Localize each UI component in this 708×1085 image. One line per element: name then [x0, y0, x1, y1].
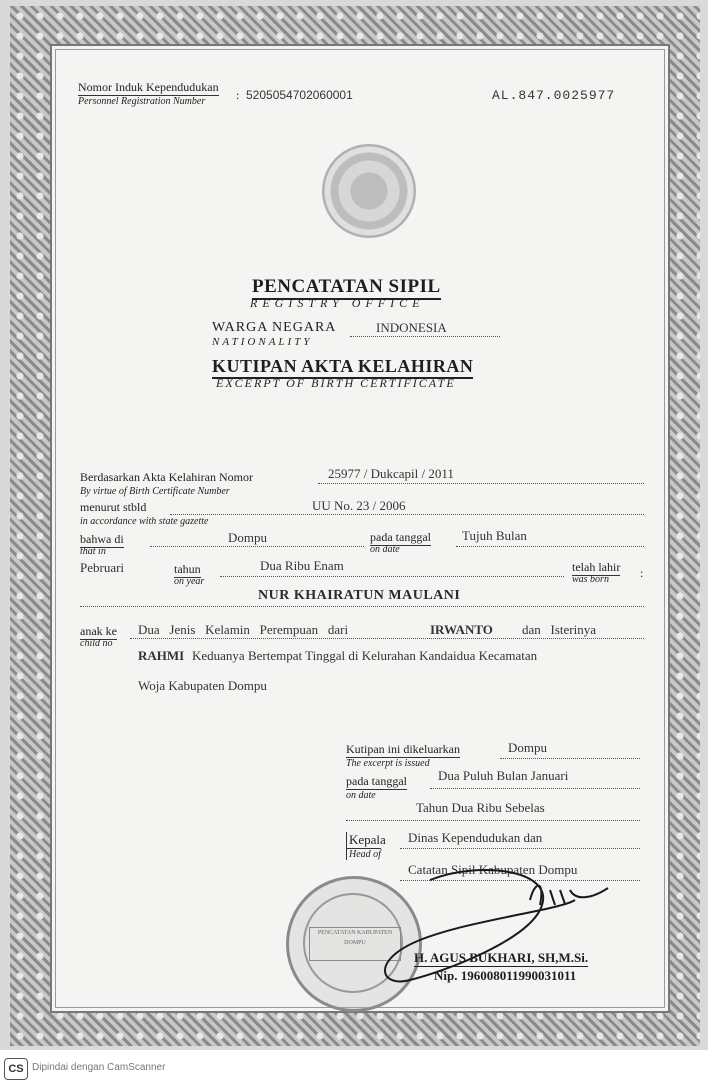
issue-year-value: Tahun Dua Ribu Sebelas — [416, 800, 545, 815]
date-label: pada tanggal — [370, 530, 431, 544]
date-label-en: on date — [370, 544, 400, 555]
issue-date-label-en: on date — [346, 790, 376, 801]
child-label: anak ke — [80, 624, 117, 638]
gazette-value: UU No. 23 / 2006 — [312, 498, 406, 513]
issued-line — [500, 758, 640, 759]
place-label: bahwa di — [80, 532, 124, 546]
certificate-number-value: 25977 / Dukcapil / 2011 — [328, 466, 454, 481]
year-label-en: on year — [174, 576, 205, 587]
gazette-label-en: in accordance with state gazette — [80, 516, 209, 527]
issued-label-en: The excerpt is issued — [346, 758, 430, 769]
mother-name: RAHMI — [138, 648, 185, 663]
nationality-line — [350, 336, 500, 337]
place-line — [150, 546, 364, 547]
year-line — [220, 576, 564, 577]
nik-label-en: Personnel Registration Number — [78, 96, 206, 107]
garuda-emblem-icon — [322, 144, 416, 238]
nationality-label: WARGA NEGARA — [212, 320, 337, 335]
official-name: H. AGUS BUKHARI, SH,M.Si. — [414, 950, 589, 965]
child-line-1-dots — [130, 638, 644, 639]
document-number: AL.847.0025977 — [492, 88, 616, 103]
certificate-number-label: Berdasarkan Akta Kelahiran Nomor — [80, 470, 253, 484]
place-label-en: that in — [80, 546, 106, 557]
stamp-text: PENCATATAN KABUPATEN DOMPU — [309, 927, 401, 961]
month-value: Pebruari — [80, 560, 125, 575]
nationality-label-en: NATIONALITY — [212, 336, 313, 348]
father-name: IRWANTO — [430, 622, 493, 637]
child-line-1-end: dan Isterinya — [522, 622, 597, 637]
issue-date-label: pada tanggal — [346, 774, 407, 788]
child-line-2: Keduanya Bertempat Tinggal di Kelurahan Kandaidua Kecamatan — [192, 648, 538, 663]
issue-date-line — [430, 788, 640, 789]
nationality-value: INDONESIA — [376, 320, 447, 335]
gazette-label: menurut stbld — [80, 500, 147, 514]
issued-label: Kutipan ini dikeluarkan — [346, 742, 460, 756]
year-value: Dua Ribu Enam — [260, 558, 344, 573]
child-line-1: Dua Jenis Kelamin Perempuan dari — [138, 622, 349, 637]
issue-year-line — [346, 820, 640, 821]
official-nip: Nip. 196008011990031011 — [434, 968, 577, 983]
child-label-en: child no — [80, 638, 113, 649]
issued-value: Dompu — [508, 740, 547, 755]
certificate-number-label-en: By virtue of Birth Certificate Number — [80, 486, 230, 497]
head-label: Kepala — [346, 832, 386, 848]
office-title: PENCATATAN SIPIL — [252, 276, 441, 300]
scanner-watermark-text: Dipindai dengan CamScanner — [32, 1062, 166, 1073]
head-line-1 — [400, 848, 640, 849]
nik-colon: : — [236, 88, 240, 102]
date-line — [456, 546, 644, 547]
born-label: telah lahir — [572, 560, 621, 574]
certificate-number-line — [318, 483, 644, 484]
issue-date-value: Dua Puluh Bulan Januari — [438, 768, 569, 783]
place-value: Dompu — [228, 530, 267, 545]
head-value-2: Catatan Sipil Kabupaten Dompu — [408, 862, 578, 877]
born-colon: : — [640, 566, 644, 580]
year-label: tahun — [174, 562, 201, 576]
child-line-3: Woja Kabupaten Dompu — [138, 678, 267, 693]
head-label-en: Head of — [346, 848, 381, 860]
scanner-footer — [0, 1050, 708, 1085]
camscanner-logo-icon: CS — [4, 1058, 28, 1080]
name-line — [80, 606, 644, 607]
date-value: Tujuh Bulan — [462, 528, 527, 543]
office-title-en: REGISTRY OFFICE — [250, 296, 425, 310]
child-name: NUR KHAIRATUN MAULANI — [258, 588, 461, 603]
head-value-1: Dinas Kependudukan dan — [408, 830, 543, 845]
excerpt-title-en: EXCERPT OF BIRTH CERTIFICATE — [216, 376, 456, 390]
born-label-en: was born — [572, 574, 609, 585]
nik-value: 5205054702060001 — [246, 88, 353, 102]
nik-label: Nomor Induk Kependudukan — [78, 80, 219, 94]
gazette-line — [170, 514, 644, 515]
excerpt-title: KUTIPAN AKTA KELAHIRAN — [212, 356, 473, 379]
